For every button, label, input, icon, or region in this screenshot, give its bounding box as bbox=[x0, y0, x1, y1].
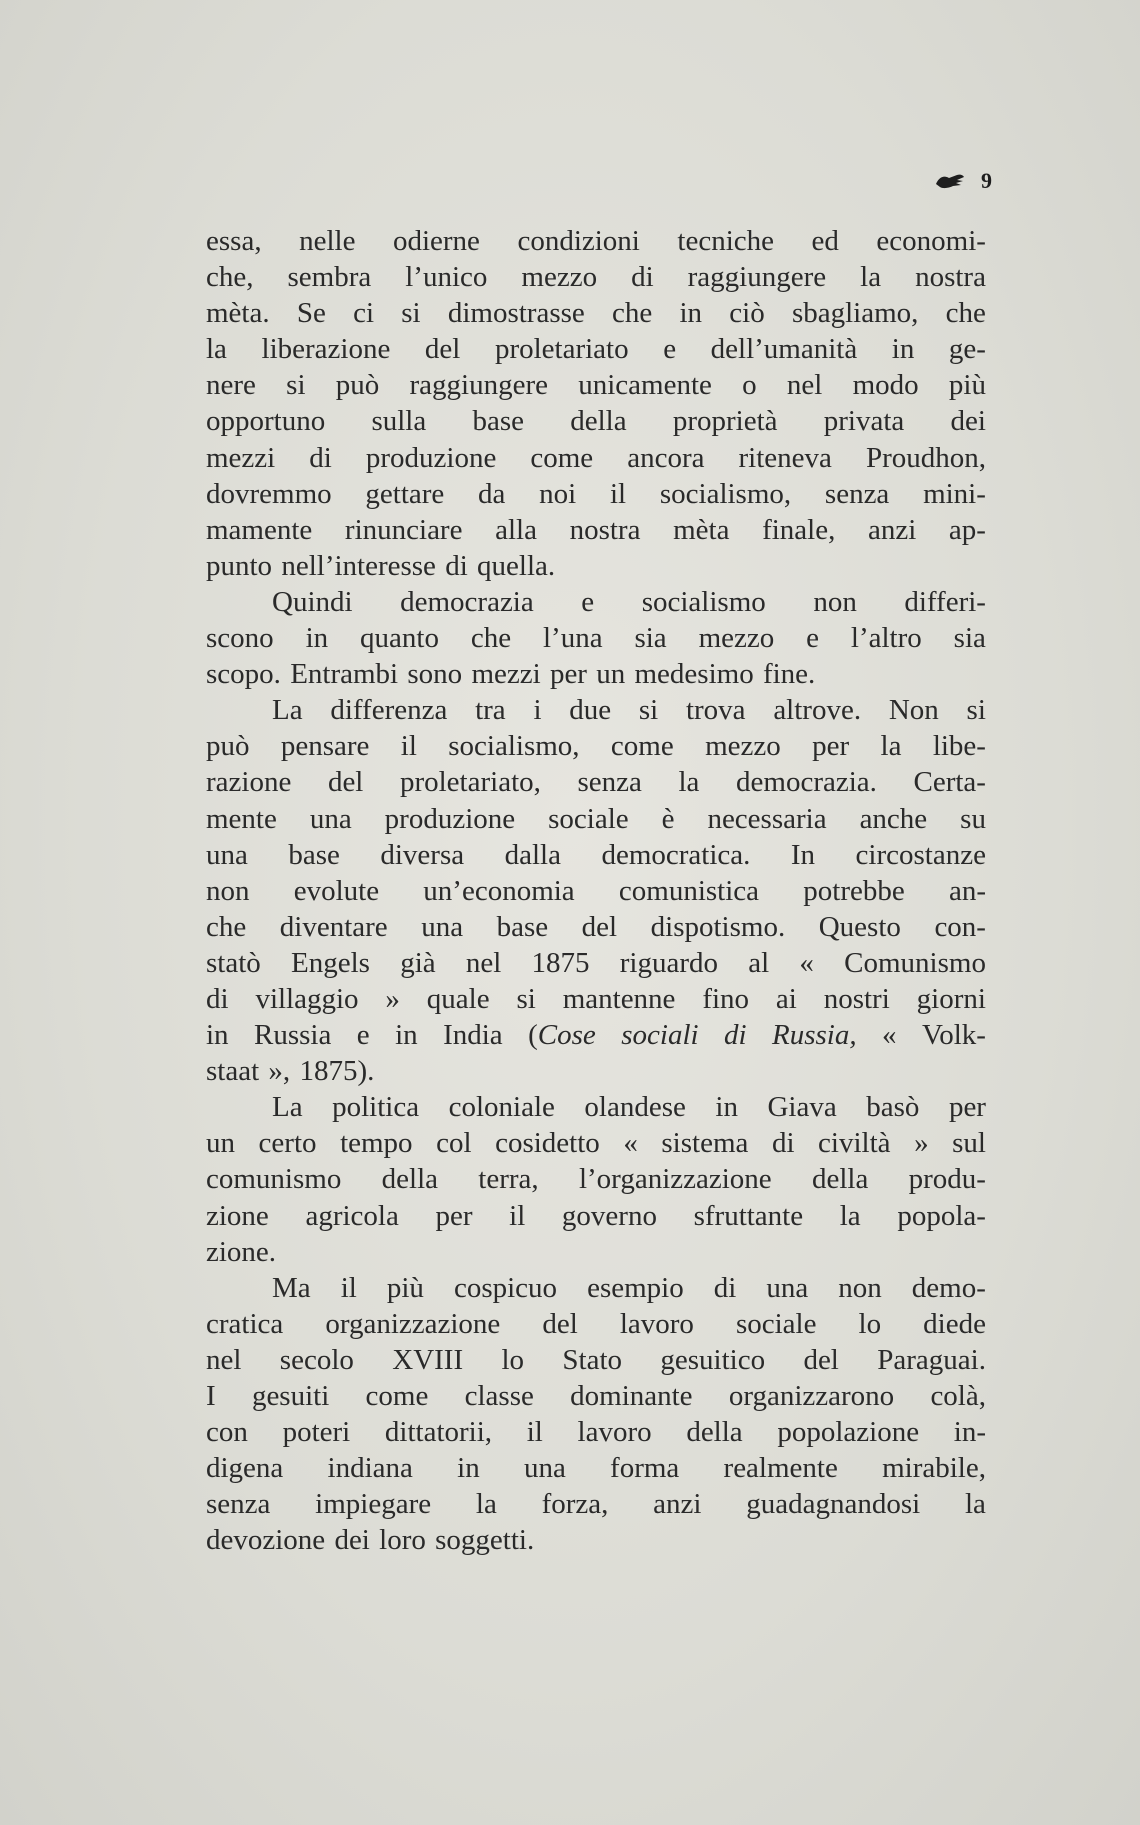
text-line: Ma il più cospicuo esempio di una non demo- bbox=[272, 1271, 986, 1304]
text-line: Quindi democrazia e socialismo non differi- bbox=[272, 585, 986, 618]
decorative-hand-icon bbox=[935, 172, 965, 190]
text-line: essa, nelle odierne condizioni tecniche ed economi- bbox=[206, 225, 986, 257]
text-line: scopo. Entrambi sono mezzi per un medesimo fine. bbox=[206, 658, 816, 691]
text-line: punto nell’interesse di quella. bbox=[206, 549, 556, 582]
text-line: che, sembra l’unico mezzo di raggiungere la nostra bbox=[206, 261, 986, 294]
paragraph bbox=[206, 223, 986, 584]
paragraph bbox=[206, 584, 986, 692]
text-line: di villaggio » quale si mantenne fino ai nostri giorni bbox=[206, 982, 986, 1015]
text-line: una base diversa dalla democratica. In circostanze bbox=[206, 838, 986, 871]
text-line: un certo tempo col cosidetto « sistema di civiltà » sul bbox=[206, 1127, 986, 1160]
text-line: La differenza tra i due si trova altrove. Non si bbox=[272, 694, 986, 727]
text-line: dovremmo gettare da noi il socialismo, senza mini- bbox=[206, 477, 986, 510]
text-line: razione del proletariato, senza la democrazia. Certa- bbox=[206, 766, 986, 799]
text-line: I gesuiti come classe dominante organizzarono colà, bbox=[206, 1380, 986, 1412]
text-line: nel secolo XVIII lo Stato gesuitico del Paraguai. bbox=[206, 1343, 986, 1376]
paragraph bbox=[206, 1270, 986, 1559]
text-line: La politica coloniale olandese in Giava basò per bbox=[272, 1091, 986, 1124]
text-line: non evolute un’economia comunistica potrebbe an- bbox=[206, 874, 986, 907]
text-line: staat », 1875). bbox=[206, 1055, 375, 1088]
text-line: può pensare il socialismo, come mezzo per la libe- bbox=[206, 730, 986, 763]
text-line: mezzi di produzione come ancora riteneva Proudhon, bbox=[206, 441, 986, 474]
text-line: zione agricola per il governo sfruttante la popola- bbox=[206, 1199, 986, 1232]
text-line: con poteri dittatorii, il lavoro della popolazione in- bbox=[206, 1416, 986, 1449]
text-line: cratica organizzazione del lavoro sociale lo diede bbox=[206, 1307, 986, 1340]
text-line: la liberazione del proletariato e dell’umanità in ge- bbox=[206, 333, 986, 366]
text-line: mèta. Se ci si dimostrasse che in ciò sbagliamo, che bbox=[206, 297, 986, 330]
text-line: opportuno sulla base della proprietà privata dei bbox=[206, 405, 986, 438]
text-line: mente una produzione sociale è necessaria anche su bbox=[206, 802, 986, 835]
text-line: senza impiegare la forza, anzi guadagnandosi la bbox=[206, 1488, 986, 1521]
text-line: che diventare una base del dispotismo. Questo con- bbox=[206, 910, 986, 943]
text-line: comunismo della terra, l’organizzazione della produ- bbox=[206, 1163, 986, 1196]
paragraph bbox=[206, 1089, 986, 1269]
text-line: mamente rinunciare alla nostra mèta finale, anzi ap- bbox=[206, 513, 986, 546]
body-text bbox=[206, 223, 986, 1558]
text-line: nere si può raggiungere unicamente o nel modo più bbox=[206, 369, 986, 402]
paragraph bbox=[206, 692, 986, 1089]
text-line: in Russia e in India (Cose sociali di Russia, « Volk- bbox=[206, 1019, 986, 1052]
text-line: devozione dei loro soggetti. bbox=[206, 1524, 535, 1557]
text-line: digena indiana in una forma realmente mirabile, bbox=[206, 1452, 986, 1485]
text-line: statò Engels già nel 1875 riguardo al « Comunismo bbox=[206, 946, 986, 979]
text-line: zione. bbox=[206, 1235, 277, 1268]
page-number: 9 bbox=[981, 168, 992, 193]
page-header bbox=[935, 168, 992, 194]
text-line: scono in quanto che l’una sia mezzo e l’altro sia bbox=[206, 622, 986, 655]
